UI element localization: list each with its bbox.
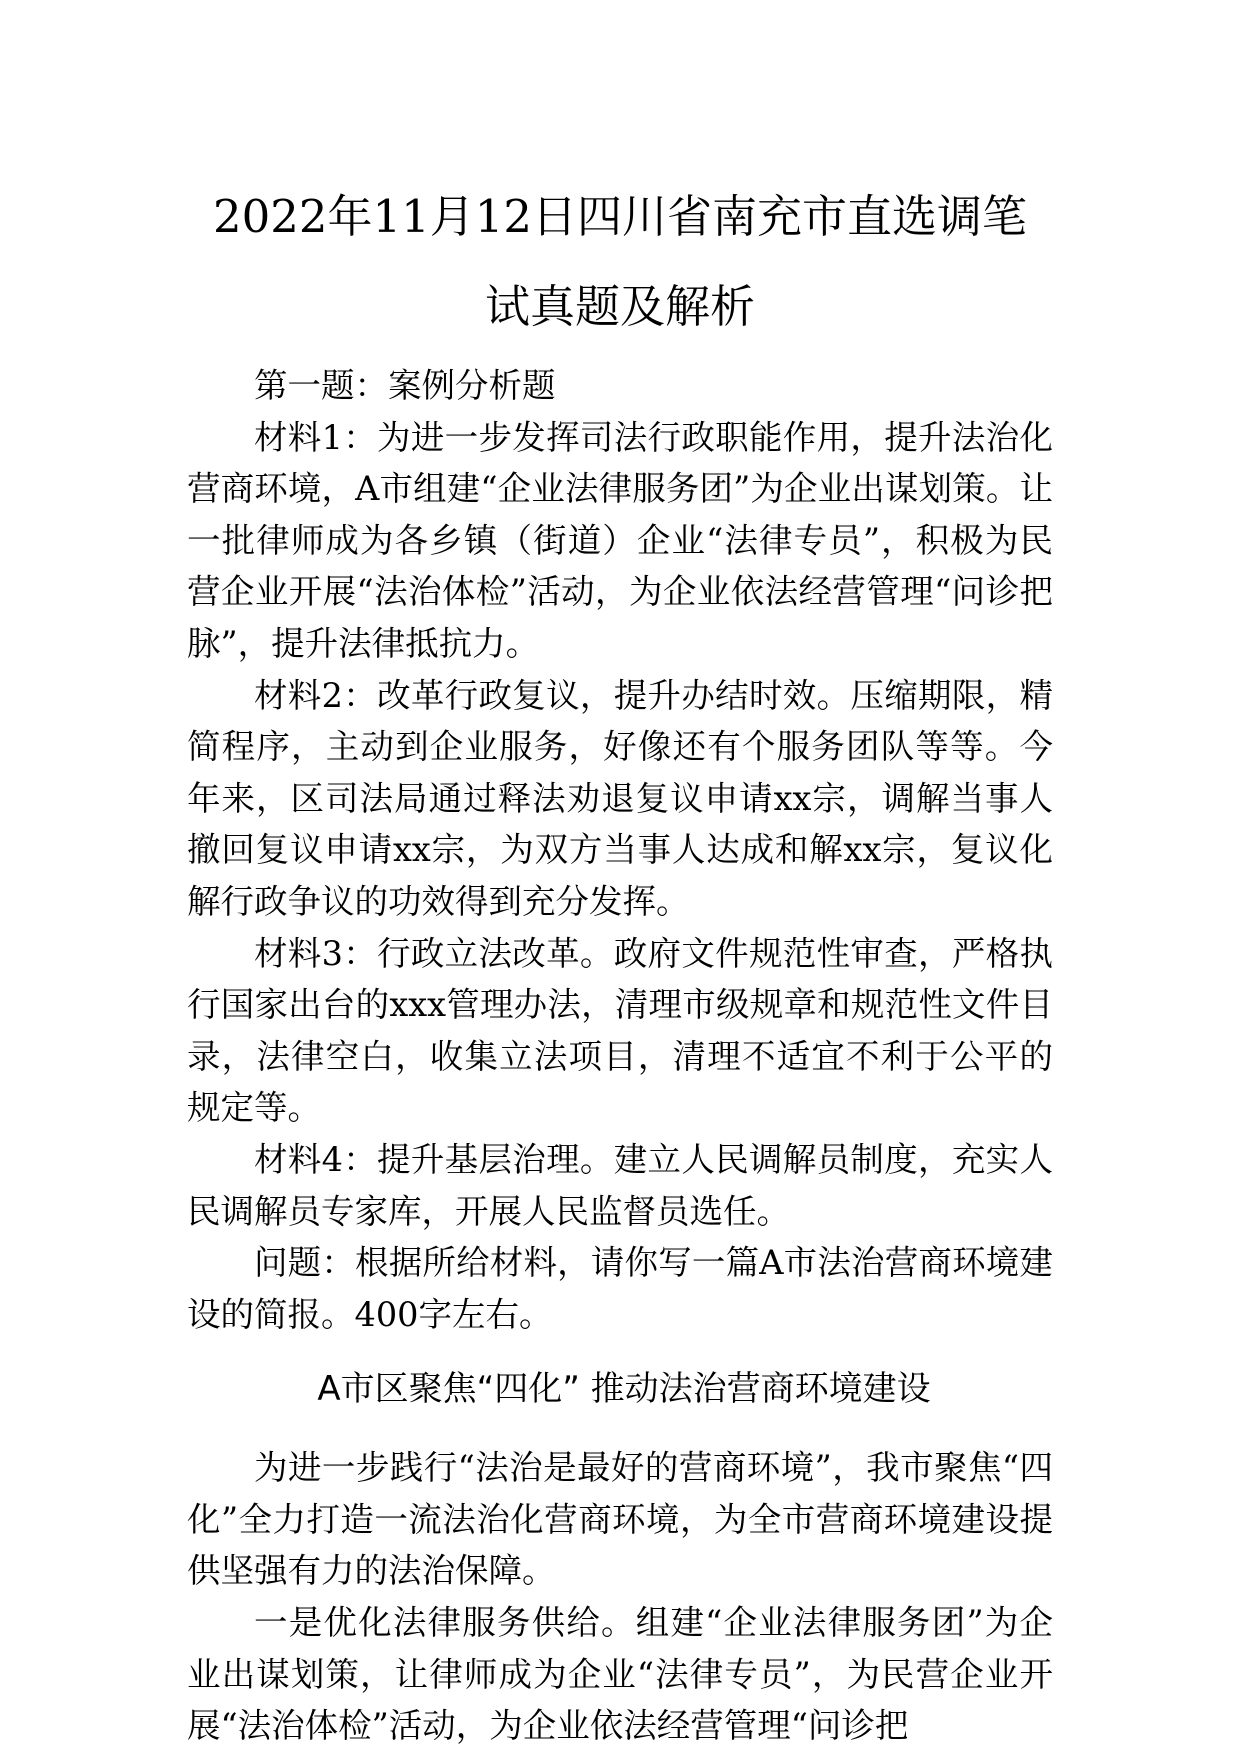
material-1: 材料1：为进一步发挥司法行政职能作用，提升法治化营商环境，A市组建“企业法律服务团”为企业出谋划策。让一批律师成为各乡镇（街道）企业“法律专员”，积极为民营企业开展“法治体检”活动，为企业依法经营管理“问诊把脉”，提升法律抵抗力。 bbox=[187, 417, 1053, 663]
material-3: 材料3：行政立法改革。政府文件规范性审查，严格执行国家出台的xxx管理办法，清理市级规章和规范性文件目录，法律空白，收集立法项目，清理不适宜不利于公平的规定等。 bbox=[187, 933, 1053, 1128]
answer-paragraph-1: 为进一步践行“法治是最好的营商环境”，我市聚焦“四化”全力打造一流法治化营商环境，为全市营商环境建设提供坚强有力的法治保障。 bbox=[187, 1448, 1053, 1591]
material-4: 材料4：提升基层治理。建立人民调解员制度，充实人民调解员专家库，开展人民监督员选任。 bbox=[187, 1139, 1053, 1231]
answer-paragraph-2: 一是优化法律服务供给。组建“企业法律服务团”为企业出谋划策，让律师成为企业“法律专员”，为民营企业开展“法治体检”活动，为企业依法经营管理“问诊把 bbox=[187, 1603, 1053, 1746]
answer-title: A市区聚焦“四化” 推动法治营商环境建设 bbox=[317, 1369, 931, 1410]
document-title bbox=[187, 0, 1053, 352]
document-page bbox=[187, 0, 1053, 1752]
document-title-line-1: 2022年11月12日四川省南充市直选调笔 bbox=[212, 190, 1028, 243]
document-body bbox=[187, 360, 1053, 1752]
question-heading: 第一题：案例分析题 bbox=[254, 366, 556, 405]
material-2: 材料2：改革行政复议，提升办结时效。压缩期限，精简程序，主动到企业服务，好像还有个服务团队等等。今年来，区司法局通过释法劝退复议申请xx宗，调解当事人撤回复议申请xx宗，为双方当事人达成和解xx宗，复议化解行政争议的功效得到充分发挥。 bbox=[187, 675, 1053, 921]
document-title-line-2: 试真题及解析 bbox=[484, 280, 755, 333]
question-text: 问题：根据所给材料，请你写一篇A市法治营商环境建设的简报。400字左右。 bbox=[187, 1243, 1053, 1334]
